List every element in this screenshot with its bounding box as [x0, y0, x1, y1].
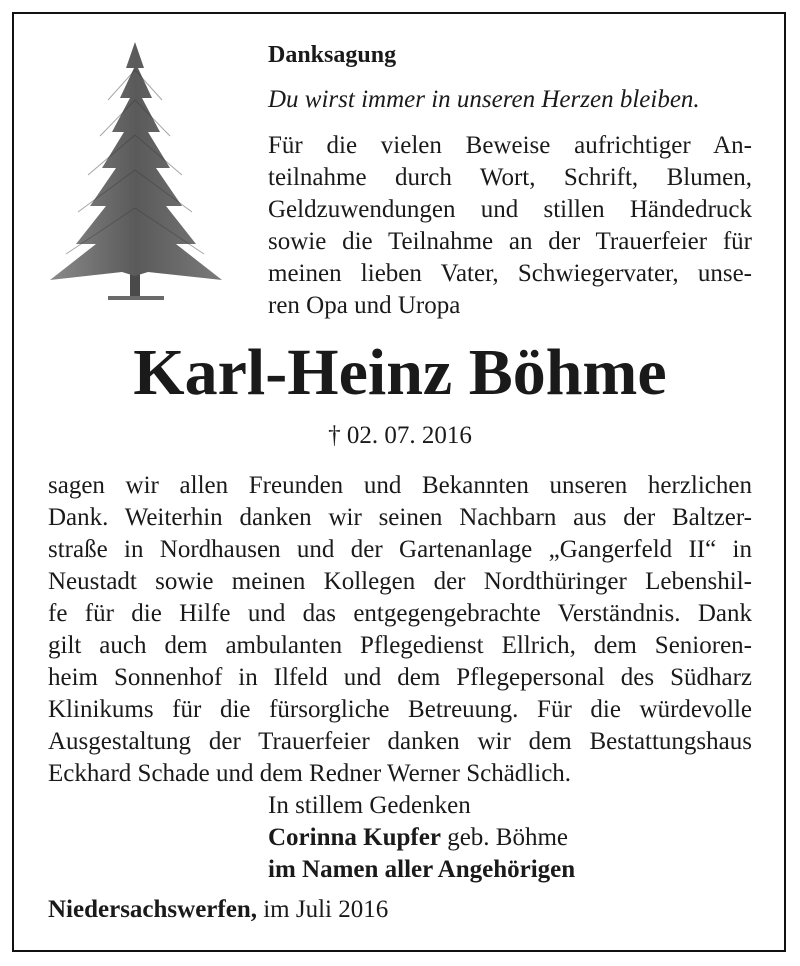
intro-line: teilnahme durch Wort, Schrift, Blumen,: [268, 164, 752, 191]
intro-paragraph: [268, 130, 752, 322]
place: Niedersachswerfen,: [48, 896, 257, 923]
signature-family-text: im Namen aller Angehörigen: [268, 856, 576, 883]
motto: Du wirst immer in unseren Herzen bleiben.: [268, 86, 700, 113]
death-date: † 02. 07. 2016: [328, 422, 472, 449]
tree-icon: [48, 40, 224, 302]
signatory-maiden-name: geb. Böhme: [440, 824, 569, 851]
body-line: heim Sonnenhof in Ilfeld und dem Pflegepersonal des Südharz: [48, 664, 752, 691]
body-line: Klinikums für die fürsorgliche Betreuung. Für die würdevolle: [48, 696, 752, 723]
intro-line: ren Opa und Uropa: [268, 292, 461, 319]
body-paragraph: [48, 470, 752, 790]
body-line: Neustadt sowie meinen Kollegen der Nordthüringer Lebenshil-: [48, 568, 752, 595]
body-line: straße in Nordhausen und der Gartenanlage „Gangerfeld II“ in: [48, 536, 752, 563]
signature-block: [268, 790, 575, 886]
body-line: fe für die Hilfe und das entgegengebrachte Verständnis. Dank: [48, 600, 752, 627]
body-line: gilt auch dem ambulanten Pflegedienst Ellrich, dem Senioren-: [48, 632, 752, 659]
heading: Danksagung: [268, 42, 397, 68]
signature-greeting: In stillem Gedenken: [268, 792, 471, 819]
intro-line: Geldzuwendungen und stillen Händedruck: [268, 196, 752, 223]
signature-family: [268, 854, 575, 886]
intro-line: Für die vielen Beweise aufrichtiger An-: [268, 132, 752, 159]
body-line: Dank. Weiterhin danken wir seinen Nachbarn aus der Baltzer-: [48, 504, 752, 531]
intro-line: sowie die Teilnahme an der Trauerfeier für: [268, 228, 752, 255]
body-line: sagen wir allen Freunden und Bekannten unseren herzlichen: [48, 472, 752, 499]
signatory-name: Corinna Kupfer: [268, 824, 441, 851]
date: im Juli 2016: [256, 896, 389, 923]
body-line: Eckhard Schade und dem Redner Werner Schädlich.: [48, 760, 572, 787]
deceased-name: Karl-Heinz Böhme: [133, 336, 667, 409]
place-date: [48, 896, 388, 924]
signature-name-line: [268, 822, 575, 854]
body-line: Ausgestaltung der Trauerfeier danken wir dem Bestattungshaus: [48, 728, 752, 755]
intro-line: meinen lieben Vater, Schwiegervater, unse-: [268, 260, 752, 287]
